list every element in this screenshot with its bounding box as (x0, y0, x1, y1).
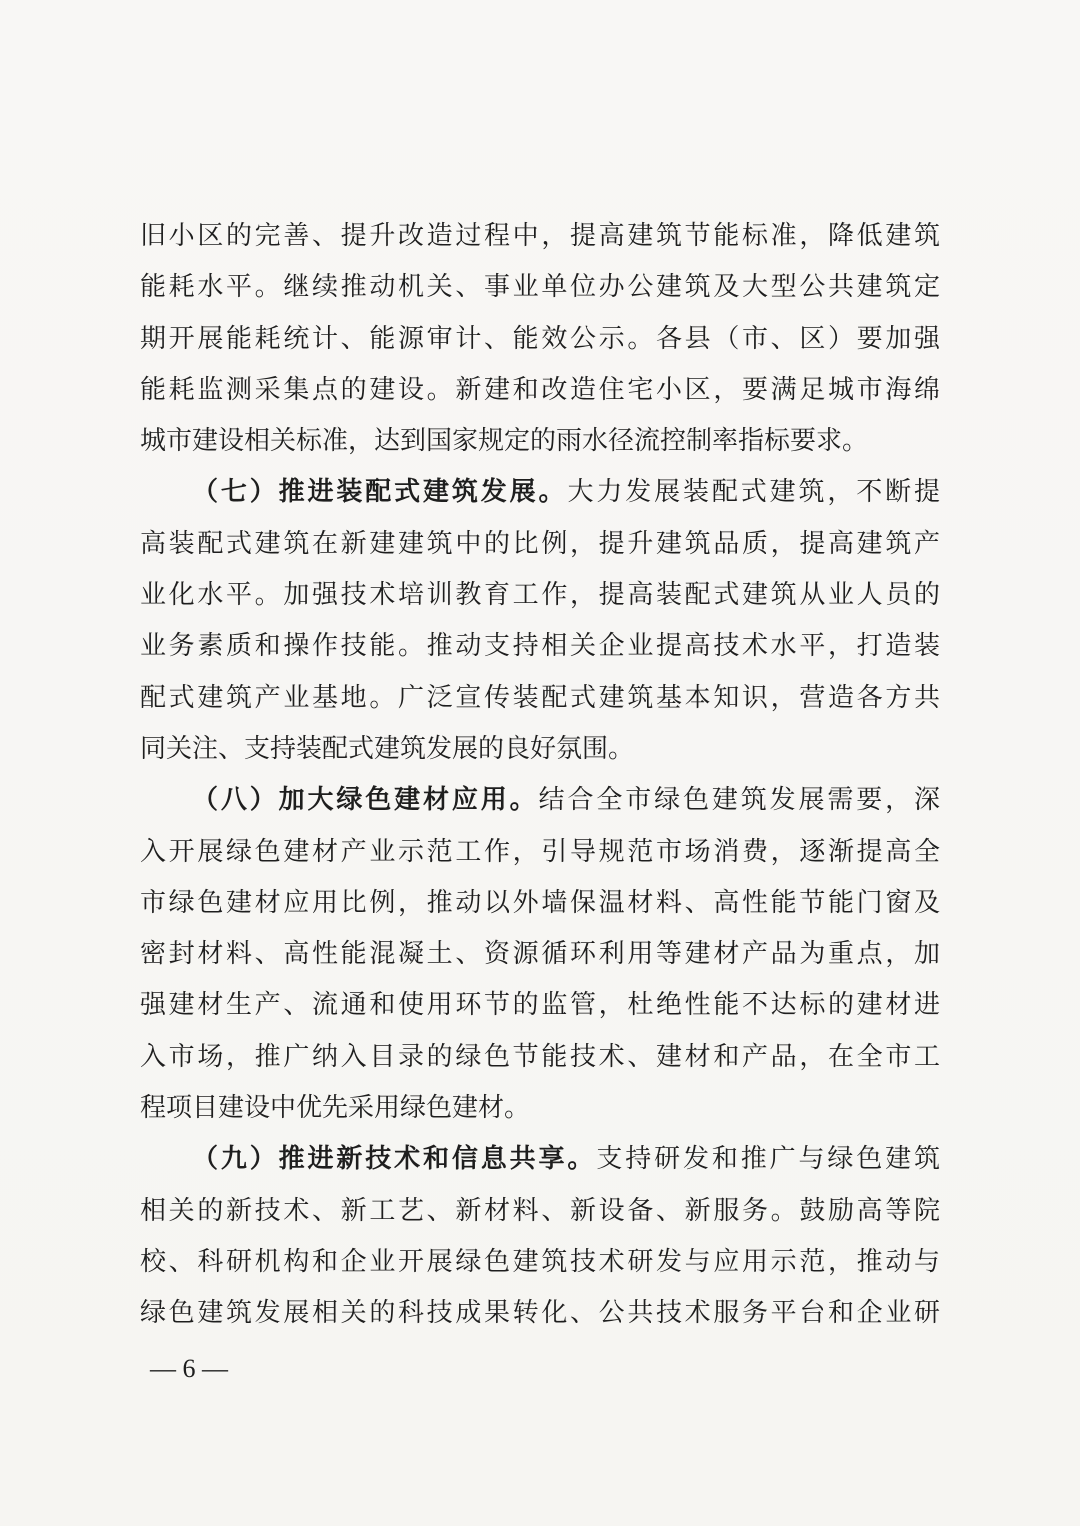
line-text: 能耗监测采集点的建设。新建和改造住宅小区，要满足城市海绵 (140, 374, 940, 405)
body-line (140, 211, 940, 262)
line-text: 程项目建设中优先采用绿色建材。 (140, 1093, 531, 1124)
line-text: 市绿色建材应用比例，推动以外墙保温材料、高性能节能门窗及 (140, 887, 940, 918)
body-line (140, 724, 940, 775)
body-line (140, 519, 940, 570)
line-text: 高装配式建筑在新建建筑中的比例，提升建筑品质，提高建筑产 (140, 528, 940, 559)
body-line (140, 1288, 940, 1339)
line-text: 业务素质和操作技能。推动支持相关企业提高技术水平，打造装 (140, 631, 940, 662)
line-text: 旧小区的完善、提升改造过程中，提高建筑节能标准，降低建筑 (140, 221, 940, 251)
body-line (140, 1083, 940, 1134)
line-text: 入市场，推广纳入目录的绿色节能技术、建材和产品，在全市工 (140, 1041, 940, 1072)
line-text: 期开展能耗统计、能源审计、能效公示。各县（市、区）要加强 (140, 323, 940, 354)
line-text: 城市建设相关标准，达到国家规定的雨水径流控制率指标要求。 (140, 426, 869, 457)
page-number: — 6 — (150, 1354, 228, 1383)
line-text: 能耗水平。继续推动机关、事业单位办公建筑及大型公共建筑定 (140, 272, 940, 303)
section-heading: （九）推进新技术和信息共享。 (192, 1144, 597, 1175)
section-heading-line (140, 467, 940, 518)
line-text: 密封材料、高性能混凝土、资源循环利用等建材产品为重点，加 (140, 939, 940, 970)
line-text: 结合全市绿色建筑发展需要，深 (538, 785, 940, 816)
line-text: 相关的新技术、新工艺、新材料、新设备、新服务。鼓励高等院 (140, 1195, 940, 1226)
body-line (140, 262, 940, 313)
line-text: 校、科研机构和企业开展绿色建筑技术研发与应用示范，推动与 (140, 1246, 940, 1277)
body-line (140, 621, 940, 672)
line-text: 大力发展装配式建筑，不断提 (567, 477, 940, 508)
body-line (140, 314, 940, 365)
line-text: 入开展绿色建材产业示范工作，引导规范市场消费，逐渐提高全 (140, 836, 940, 867)
body-line (140, 673, 940, 724)
body-line (140, 929, 940, 980)
section-heading: （八）加大绿色建材应用。 (192, 785, 539, 816)
body-line (140, 1237, 940, 1288)
body-line (140, 878, 940, 929)
body-line (140, 1186, 940, 1237)
section-heading: （七）推进装配式建筑发展。 (192, 477, 568, 508)
line-text: 支持研发和推广与绿色建筑 (596, 1144, 940, 1175)
body-line (140, 570, 940, 621)
body-line (140, 1032, 940, 1083)
line-text: 强建材生产、流通和使用环节的监管，杜绝性能不达标的建材进 (140, 990, 940, 1021)
line-text: 配式建筑产业基地。广泛宣传装配式建筑基本知识，营造各方共 (140, 682, 940, 713)
body-line (140, 365, 940, 416)
body-line (140, 416, 940, 467)
body-line (140, 980, 940, 1031)
body-text (140, 211, 940, 1340)
section-heading-line (140, 1134, 940, 1185)
section-heading-line (140, 775, 940, 826)
line-text: 业化水平。加强技术培训教育工作，提高装配式建筑从业人员的 (140, 580, 940, 611)
line-text: 绿色建筑发展相关的科技成果转化、公共技术服务平台和企业研 (140, 1298, 940, 1329)
body-line (140, 827, 940, 878)
line-text: 同关注、支持装配式建筑发展的良好氛围。 (140, 733, 635, 764)
